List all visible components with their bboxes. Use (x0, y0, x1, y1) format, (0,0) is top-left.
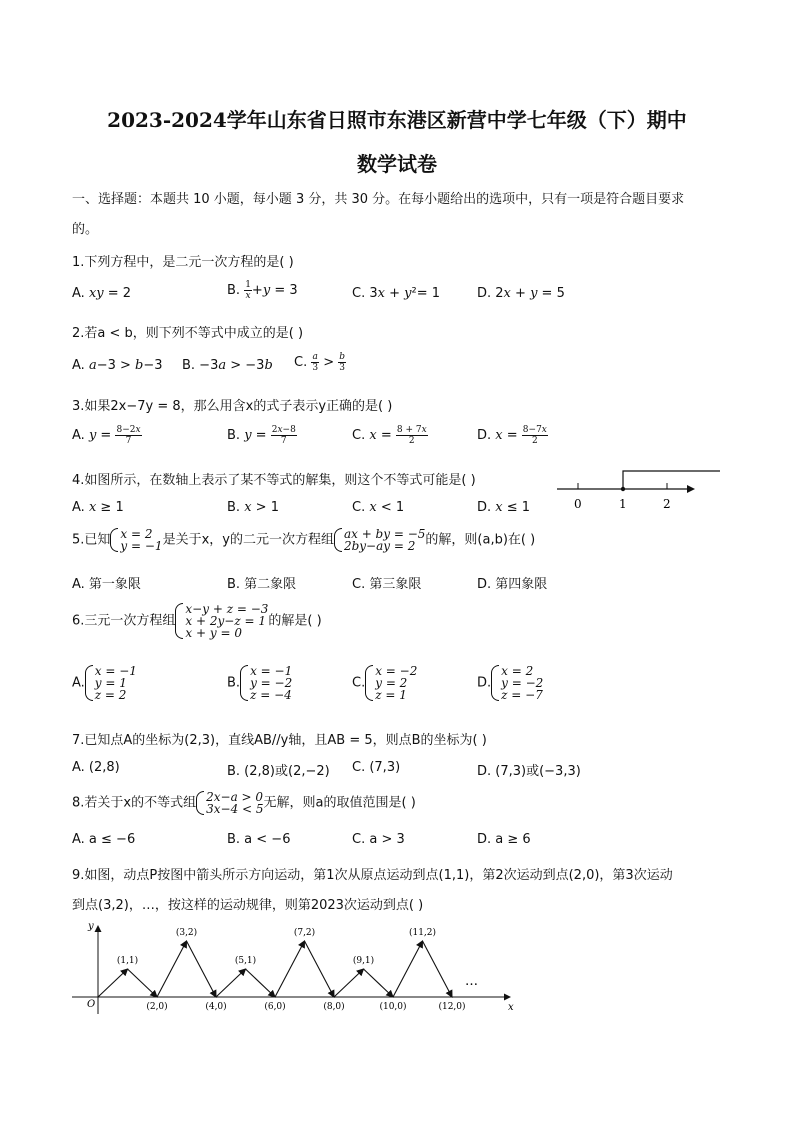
motion-segment (157, 941, 187, 997)
point-label: (1,1) (116, 956, 139, 966)
q8-stem: 8.若关于x的不等式组 2x−a > 0 3x−4 < 5 无解，则a的取值范围是( ) (72, 790, 416, 816)
motion-segment (128, 969, 158, 997)
point-label: (12,0) (438, 1002, 466, 1012)
q8-option-b[interactable]: B. a < −6 (227, 832, 291, 847)
q6-system: x−y + z = −3 x + 2y−z = 1 x + y = 0 (175, 603, 268, 639)
q5-stem: 5.已知 x = 2 y = −1 是关于x，y的二元一次方程组 ax + by = −5 2by−ay = 2 的解，则(a,b)在( ) (72, 527, 536, 553)
label-1: 1 (619, 497, 627, 511)
q5-options (72, 573, 722, 595)
q4-option-a[interactable]: A. x ≥ 1 (72, 500, 124, 515)
q4-option-c[interactable]: C. x < 1 (352, 500, 405, 515)
q3-option-a[interactable]: A. y = $\frac{8-2x}{7}$ (72, 425, 141, 446)
motion-segment (246, 969, 276, 997)
q1-stem: 1.下列方程中，是二元一次方程的是( ) (72, 255, 294, 270)
q6-option-a[interactable]: A. x = −1 y = 1 z = 2 (72, 664, 137, 702)
q7-options (72, 760, 722, 782)
q2-option-a[interactable]: A. a−3 > b−3 (72, 358, 163, 373)
motion-segment (275, 941, 305, 997)
q3-option-b[interactable]: B. y = $\frac{2x-8}{7}$ (227, 425, 296, 446)
point-label: (10,0) (379, 1002, 407, 1012)
q1-option-b[interactable]: B. $\frac{1}{x}$ +y = 3 (227, 280, 298, 301)
section-header: 一、选择题：本题共 10 小题，每小题 3 分，共 30 分。在每小题给出的选项中，只有一项是符合题目要求 (72, 192, 685, 207)
q3-stem: 3.如果2x−7y = 8，那么用含x的式子表示y正确的是( ) (72, 399, 393, 414)
q8-options (72, 832, 722, 854)
q1-option-c[interactable]: C. 3x + y²= 1 (352, 286, 441, 301)
label-0: 0 (574, 497, 582, 511)
number-line-arrowhead (687, 485, 695, 493)
point-label: (4,0) (205, 1002, 227, 1012)
motion-segment (364, 969, 394, 997)
q5-option-c[interactable]: C. 第三象限 (352, 577, 422, 592)
point-label: (9,1) (352, 956, 375, 966)
q7-option-a[interactable]: A. (2,8) (72, 760, 120, 775)
point-labels (117, 927, 466, 1012)
q3-options (72, 425, 722, 452)
motion-segment (98, 969, 128, 997)
q7-option-c[interactable]: C. (7,3) (352, 760, 401, 775)
motion-path (98, 941, 452, 997)
q1-option-a[interactable]: A. xy = 2 (72, 286, 132, 301)
q4-number-line (555, 465, 725, 515)
point-label: (3,2) (175, 928, 198, 938)
q7-option-b[interactable]: B. (2,8)或(2,−2) (227, 764, 330, 779)
q4-option-b[interactable]: B. x > 1 (227, 500, 279, 515)
q6-option-b[interactable]: B. x = −1 y = −2 z = −4 (227, 664, 293, 702)
q4-option-d[interactable]: D. x ≤ 1 (477, 500, 531, 515)
q8-system: 2x−a > 0 3x−4 < 5 (196, 791, 263, 815)
section-header-cont: 的。 (72, 222, 99, 237)
motion-segment (187, 941, 217, 997)
q3-option-c[interactable]: C. x = $\frac{8 + 7x}{2}$ (352, 425, 427, 446)
q6-option-d[interactable]: D. x = 2 y = −2 z = −7 (477, 664, 544, 702)
q8-option-c[interactable]: C. a > 3 (352, 832, 405, 847)
q7-option-d[interactable]: D. (7,3)或(−3,3) (477, 764, 581, 779)
q2-option-b[interactable]: B. −3a > −3b (182, 358, 273, 373)
q9-stem-line2: 到点(3,2)，…，按这样的运动规律，则第2023次运动到点( ) (72, 898, 424, 913)
point-label: (2,0) (146, 1002, 168, 1012)
y-axis-label: y (88, 921, 94, 932)
q1-options (72, 280, 722, 308)
point-label: (8,0) (323, 1002, 345, 1012)
q1-option-d[interactable]: D. 2x + y = 5 (477, 286, 565, 301)
q5-system-2: ax + by = −5 2by−ay = 2 (334, 528, 425, 552)
label-2: 2 (663, 497, 671, 511)
point-label: (11,2) (408, 928, 437, 938)
q6-options (72, 665, 722, 707)
point-label: (7,2) (293, 928, 316, 938)
page-subtitle: 数学试卷 (357, 152, 437, 176)
point-label: (5,1) (234, 956, 257, 966)
origin-label: O (87, 999, 96, 1010)
motion-segment (334, 969, 364, 997)
q8-option-d[interactable]: D. a ≥ 6 (477, 832, 531, 847)
q5-option-a[interactable]: A. 第一象限 (72, 577, 141, 592)
q5-option-b[interactable]: B. 第二象限 (227, 577, 297, 592)
q4-stem: 4.如图所示，在数轴上表示了某不等式的解集，则这个不等式可能是( ) (72, 473, 476, 488)
q9-figure (70, 918, 530, 1018)
x-axis-label: x (508, 1002, 514, 1013)
point-label: (6,0) (264, 1002, 286, 1012)
motion-segment (423, 941, 453, 997)
q3-option-d[interactable]: D. x = $\frac{8-7x}{2}$ (477, 425, 547, 446)
q6-option-c[interactable]: C. x = −2 y = 2 z = 1 (352, 664, 418, 702)
q2-option-c[interactable]: C. $\frac{a}{3}$ > $\frac{b}{3}$ (294, 352, 346, 373)
q7-stem: 7.已知点A的坐标为(2,3)，直线AB//y轴，且AB = 5，则点B的坐标为( ) (72, 733, 487, 748)
q2-stem: 2.若a < b，则下列不等式中成立的是( ) (72, 326, 304, 341)
solution-ray (623, 471, 720, 489)
q6-stem: 6.三元一次方程组 x−y + z = −3 x + 2y−z = 1 x + y = 0 的解是( ) (72, 602, 322, 640)
motion-segment (393, 941, 423, 997)
q8-option-a[interactable]: A. a ≤ −6 (72, 832, 136, 847)
motion-segment (216, 969, 246, 997)
q2-options (72, 352, 722, 380)
motion-segment (305, 941, 335, 997)
q5-option-d[interactable]: D. 第四象限 (477, 577, 548, 592)
page-title: 2023-2024学年山东省日照市东港区新营中学七年级（下）期中 (107, 108, 687, 132)
ellipsis: … (465, 974, 478, 989)
q9-stem-line1: 9.如图，动点P按图中箭头所示方向运动，第1次从原点运动到点(1,1)，第2次运动到点(2,0)，第3次运动 (72, 868, 673, 883)
q5-system-1: x = 2 y = −1 (110, 528, 162, 552)
